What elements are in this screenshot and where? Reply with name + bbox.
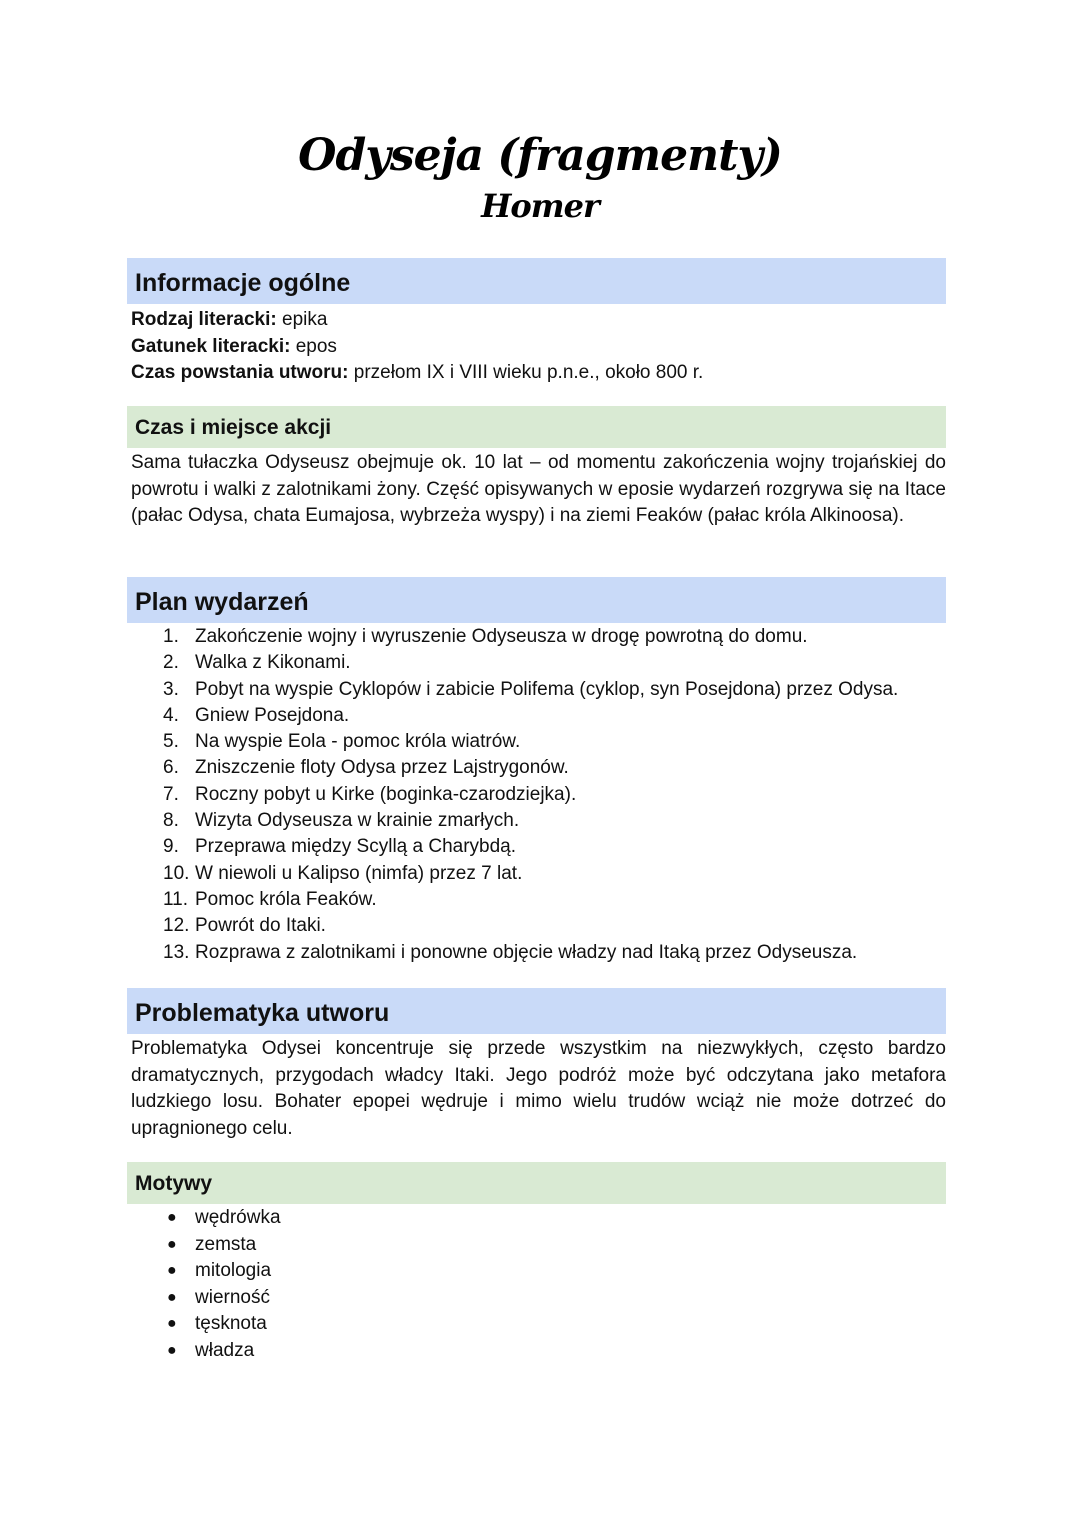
list-item bbox=[127, 887, 946, 913]
list-text: Gniew Posejdona. bbox=[195, 704, 350, 726]
list-text: Roczny pobyt u Kirke (boginka-czarodziejka). bbox=[195, 783, 577, 805]
list-text: Zakończenie wojny i wyruszenie Odyseusza w drogę powrotną do domu. bbox=[195, 626, 808, 647]
list-item bbox=[127, 755, 946, 781]
section-motifs bbox=[127, 1162, 946, 1364]
info-label: Gatunek literacki: bbox=[131, 335, 291, 357]
list-item bbox=[127, 1205, 946, 1232]
motifs-list bbox=[127, 1204, 946, 1364]
list-number: 5. bbox=[163, 731, 179, 753]
list-number: 13. bbox=[163, 941, 190, 963]
section-heading-event-plan: Plan wydarzeń bbox=[127, 577, 946, 623]
list-number: 4. bbox=[163, 704, 179, 726]
section-general-info bbox=[127, 258, 946, 387]
list-item bbox=[127, 677, 946, 703]
info-label: Rodzaj literacki: bbox=[131, 309, 277, 330]
list-number: 11. bbox=[163, 888, 189, 910]
section-time-place bbox=[127, 406, 946, 530]
list-text: Walka z Kikonami. bbox=[195, 652, 351, 674]
list-item bbox=[127, 1338, 946, 1365]
list-item bbox=[127, 703, 946, 729]
list-number: 8. bbox=[163, 810, 179, 832]
list-text: Wizyta Odyseusza w krainie zmarłych. bbox=[195, 810, 520, 832]
list-text: zemsta bbox=[195, 1233, 257, 1255]
list-number: 2. bbox=[163, 652, 179, 674]
list-item bbox=[127, 940, 946, 966]
section-heading-time-place: Czas i miejsce akcji bbox=[127, 406, 946, 448]
document-title: Odyseja (fragmenty) bbox=[298, 130, 782, 181]
list-number: 1. bbox=[163, 626, 179, 647]
list-item bbox=[127, 650, 946, 676]
section-heading-problems: Problematyka utworu bbox=[127, 988, 946, 1034]
section-heading-motifs: Motywy bbox=[127, 1162, 946, 1204]
info-row-genre-kind bbox=[127, 307, 946, 334]
title-block bbox=[0, 128, 1080, 228]
section-heading-general-info: Informacje ogólne bbox=[127, 258, 946, 304]
bullet-icon: ● bbox=[167, 1341, 177, 1359]
list-item bbox=[127, 1258, 946, 1285]
list-item bbox=[127, 729, 946, 755]
bullet-icon: ● bbox=[167, 1209, 177, 1226]
problems-text: Problematyka Odysei koncentruje się przede wszystkim na niezwykłych, często bardzo dramatycznych, przygodach władcy Itaki. Jego podróż może być odczytana jako metafora ludzkiego losu. Bohater epopei wędruje i mimo wielu trudów wciąż nie może dotrzeć do upragnionego celu. bbox=[131, 1038, 946, 1139]
bullet-icon: ● bbox=[167, 1235, 177, 1253]
list-text: W niewoli u Kalipso (nimfa) przez 7 lat. bbox=[195, 862, 523, 884]
list-number: 10. bbox=[163, 862, 190, 884]
list-item bbox=[127, 1311, 946, 1338]
list-text: Na wyspie Eola - pomoc króla wiatrów. bbox=[195, 731, 521, 753]
section-event-plan bbox=[127, 577, 946, 966]
list-text: władza bbox=[195, 1339, 255, 1361]
info-value: epika bbox=[276, 309, 328, 330]
info-value: epos bbox=[290, 335, 337, 357]
list-text: wierność bbox=[195, 1286, 270, 1308]
list-text: Powrót do Itaki. bbox=[195, 915, 326, 937]
list-text: Pobyt na wyspie Cyklopów i zabicie Polifema (cyklop, syn Posejdona) przez Odysa. bbox=[195, 678, 899, 700]
list-number: 6. bbox=[163, 757, 179, 779]
bullet-icon: ● bbox=[167, 1315, 177, 1332]
list-number: 9. bbox=[163, 836, 179, 858]
list-item bbox=[127, 624, 946, 650]
bullet-icon: ● bbox=[167, 1288, 177, 1306]
list-text: Rozprawa z zalotnikami i ponowne objęcie władzy nad Itaką przez Odyseusza. bbox=[195, 941, 858, 963]
list-item bbox=[127, 913, 946, 939]
list-number: 12. bbox=[163, 915, 190, 937]
bullet-icon: ● bbox=[167, 1262, 177, 1279]
list-text: Przeprawa między Scyllą a Charybdą. bbox=[195, 836, 517, 858]
list-number: 7. bbox=[163, 783, 179, 805]
list-item bbox=[127, 808, 946, 834]
list-text: mitologia bbox=[195, 1260, 272, 1281]
document-author: Homer bbox=[481, 187, 599, 225]
info-row-creation-time bbox=[127, 360, 946, 387]
list-number: 3. bbox=[163, 678, 179, 700]
info-label: Czas powstania utworu: bbox=[131, 362, 349, 383]
event-plan-list bbox=[127, 623, 946, 966]
list-item bbox=[127, 1232, 946, 1259]
info-value: przełom IX i VIII wieku p.n.e., około 800 r. bbox=[348, 362, 704, 383]
list-item bbox=[127, 782, 946, 808]
list-item bbox=[127, 834, 946, 860]
section-problems bbox=[127, 988, 946, 1142]
info-row-genre bbox=[127, 334, 946, 361]
list-text: wędrówka bbox=[195, 1207, 281, 1228]
list-item bbox=[127, 861, 946, 887]
time-place-text: Sama tułaczka Odyseusz obejmuje ok. 10 lat – od momentu zakończenia wojny trojańskiej do powrotu i walki z zalotnikami żony. Część opisywanych w eposie wydarzeń rozgrywa się na Itace (pałac Odysa, chata Eumajosa, wybrzeża wyspy) i na ziemi Feaków (pałac króla Alkinoosa). bbox=[131, 452, 946, 526]
list-text: tęsknota bbox=[195, 1313, 267, 1334]
list-text: Zniszczenie floty Odysa przez Lajstrygonów. bbox=[195, 757, 569, 779]
list-item bbox=[127, 1285, 946, 1312]
list-text: Pomoc króla Feaków. bbox=[195, 888, 377, 910]
